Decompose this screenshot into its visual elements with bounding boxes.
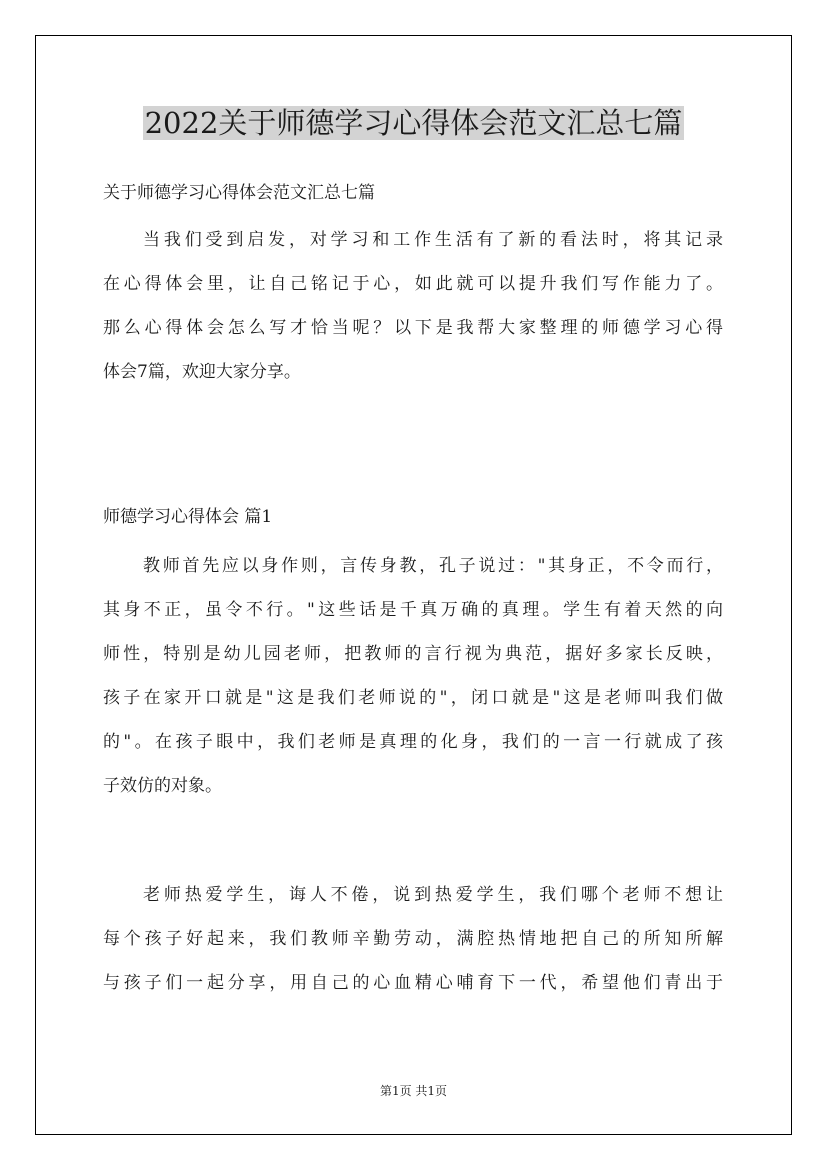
paragraph-line: 孩子在家开口就是"这是我们老师说的"，闭口就是"这是老师叫我们做 (103, 688, 723, 708)
paragraph-line: 老师热爱学生，诲人不倦，说到热爱学生，我们哪个老师不想让 (143, 885, 723, 905)
body-paragraph-2 (103, 873, 723, 1005)
intro-line: 当我们受到启发，对学习和工作生活有了新的看法时，将其记录 (143, 230, 723, 250)
intro-line: 在心得体会里，让自己铭记于心，如此就可以提升我们写作能力了。 (103, 274, 723, 294)
section-heading: 师德学习心得体会 篇1 (103, 507, 273, 527)
document-title-text: 2022关于师德学习心得体会范文汇总七篇 (144, 106, 683, 140)
paragraph-line: 每个孩子好起来，我们教师辛勤劳动，满腔热情地把自己的所知所解 (103, 929, 723, 949)
intro-paragraph (103, 218, 723, 394)
page-footer: 第1页 共1页 (379, 1084, 448, 1098)
intro-line: 体会7篇，欢迎大家分享。 (103, 362, 301, 382)
paragraph-line: 其身不正，虽令不行。"这些话是千真万确的真理。学生有着天然的向 (103, 600, 723, 620)
paragraph-line: 子效仿的对象。 (103, 776, 222, 796)
paragraph-line: 的"。在孩子眼中，我们老师是真理的化身，我们的一言一行就成了孩 (103, 732, 723, 752)
paragraph-line: 师性，特别是幼儿园老师，把教师的言行视为典范，据好多家长反映， (103, 644, 723, 664)
intro-line: 那么心得体会怎么写才恰当呢？以下是我帮大家整理的师德学习心得 (103, 318, 723, 338)
paragraph-line: 教师首先应以身作则，言传身教，孔子说过："其身正，不令而行， (143, 556, 723, 576)
document-subtitle: 关于师德学习心得体会范文汇总七篇 (103, 183, 375, 203)
document-title (0, 102, 827, 144)
body-paragraph-1 (103, 544, 723, 808)
paragraph-line: 与孩子们一起分享，用自己的心血精心哺育下一代，希望他们青出于 (103, 973, 723, 993)
